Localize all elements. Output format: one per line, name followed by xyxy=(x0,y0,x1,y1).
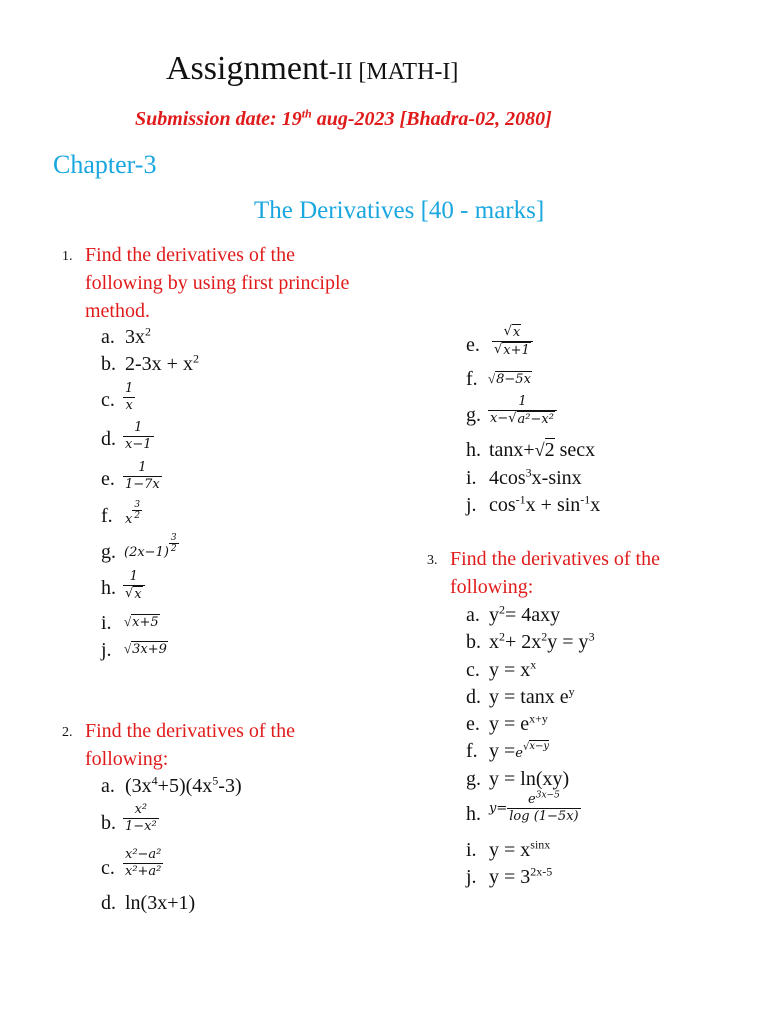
q2-c-label: c. xyxy=(101,857,115,879)
expr-text: 2-3x + x xyxy=(125,353,193,375)
radicand: x+1 xyxy=(503,343,530,358)
exponent-numerator: 3 xyxy=(134,500,141,510)
expr-sup: 3x−5 xyxy=(535,790,560,801)
q1-h-label: h. xyxy=(101,577,116,599)
radical xyxy=(124,641,168,657)
q2-a-label: a. xyxy=(101,775,115,797)
radicand: 2 xyxy=(544,439,555,461)
expr-sup: 2 xyxy=(499,629,505,644)
q1-i2-expr xyxy=(489,467,582,490)
exponent-fraction xyxy=(169,533,179,554)
radical xyxy=(504,324,522,341)
expr-text: y = xyxy=(489,740,516,762)
expr-text: y = e xyxy=(489,713,530,735)
q3-g-label: g. xyxy=(466,768,481,790)
q1-number: 1. xyxy=(62,249,73,264)
fraction-numerator: 1 xyxy=(518,394,527,409)
fraction xyxy=(123,420,154,453)
expr-text: y xyxy=(489,604,499,626)
q1-c-expr xyxy=(123,381,135,414)
q1-d-expr xyxy=(123,420,154,453)
expr-text: -3) xyxy=(218,775,242,797)
expr-sup: 2 xyxy=(192,351,199,366)
q2-b-expr xyxy=(123,802,159,835)
fraction-numerator: 1 xyxy=(129,569,138,584)
q2-text-line: following: xyxy=(85,748,169,770)
expr-sup: sinx xyxy=(530,837,551,852)
q1-f2-label: f. xyxy=(466,368,478,390)
expr-sup: x+y xyxy=(529,711,548,726)
q1-e2-label: e. xyxy=(466,334,480,356)
chapter-heading: Chapter-3 xyxy=(53,150,157,179)
q2-text-line: Find the derivatives of the xyxy=(85,720,295,742)
expr-sup: 3 xyxy=(588,629,595,644)
submission-prefix: Submission date: 19 xyxy=(135,108,302,130)
q2-b-label: b. xyxy=(101,812,116,834)
q3-h-label: h. xyxy=(466,803,481,825)
expr-sup xyxy=(523,740,549,752)
radical xyxy=(494,342,531,359)
assignment-title xyxy=(166,50,458,88)
q1-a-expr xyxy=(125,326,151,349)
q1-f2-expr xyxy=(488,370,532,388)
exponent-denominator: 2 xyxy=(134,511,141,521)
fraction-denominator: x xyxy=(125,398,133,413)
q1-f-label: f. xyxy=(101,505,113,527)
q3-b-expr xyxy=(489,631,595,654)
fraction-denominator xyxy=(488,410,557,428)
radical-sign: √ xyxy=(125,586,134,601)
q1-j2-label: j. xyxy=(466,494,477,516)
q1-a-label: a. xyxy=(101,326,115,348)
power-base: x xyxy=(125,512,133,527)
q1-e2-expr xyxy=(492,324,533,359)
q1-i2-label: i. xyxy=(466,467,477,489)
radical-sign: √ xyxy=(494,342,503,357)
expr-text: x-sinx xyxy=(531,467,582,489)
q2-c-expr xyxy=(123,847,163,880)
expr-text: y = y xyxy=(547,631,589,653)
fraction-denominator: x²+a² xyxy=(125,864,162,879)
q3-e-expr xyxy=(489,713,548,736)
q1-g-expr xyxy=(124,533,179,561)
q1-c-label: c. xyxy=(101,389,115,411)
q3-f-label: f. xyxy=(466,740,478,762)
q3-a-label: a. xyxy=(466,604,480,626)
q3-j-label: j. xyxy=(466,866,477,888)
q1-b-expr xyxy=(125,353,199,376)
expr-sup: -1 xyxy=(515,492,526,507)
fraction-denominator xyxy=(123,585,145,603)
q1-i-label: i. xyxy=(101,612,112,634)
expr-text: = 4axy xyxy=(505,604,561,626)
expr-text: 3x xyxy=(125,326,145,348)
radicand: 3x+9 xyxy=(132,642,167,657)
q3-b-label: b. xyxy=(466,631,481,653)
fraction-numerator xyxy=(502,324,524,341)
fraction xyxy=(123,460,162,493)
fraction xyxy=(492,324,533,359)
expr-text: (3x xyxy=(125,775,152,797)
submission-date xyxy=(135,108,552,131)
q3-j-expr xyxy=(489,866,552,889)
expr-text: x + sin xyxy=(525,494,581,516)
fraction xyxy=(507,792,580,825)
exponent-denominator: 2 xyxy=(170,544,177,554)
expr-sup: 2 xyxy=(541,629,548,644)
fraction-numerator: 1 xyxy=(138,460,147,475)
q1-g2-expr xyxy=(488,394,557,428)
fraction-numerator: 1 xyxy=(125,381,134,396)
q3-f-expr xyxy=(489,740,549,763)
fraction xyxy=(123,569,145,603)
expr-sup: y xyxy=(568,684,575,699)
q1-j-expr xyxy=(124,640,168,658)
radical-sign: √ xyxy=(522,741,530,753)
q3-text-line: Find the derivatives of the xyxy=(450,548,660,570)
expr-sup: 4 xyxy=(151,773,158,788)
radicand: x+5 xyxy=(132,615,159,630)
radical xyxy=(488,371,532,387)
q1-e-label: e. xyxy=(101,468,115,490)
expr-text: +5)(4x xyxy=(157,775,213,797)
submission-suffix: aug-2023 [Bhadra-02, 2080] xyxy=(311,108,552,130)
power-base: e xyxy=(528,792,536,807)
fraction-denominator: log (1−5x) xyxy=(509,809,579,824)
q2-a-expr xyxy=(125,775,242,798)
fraction-denominator: 1−7x xyxy=(125,477,160,492)
radical xyxy=(508,411,555,428)
q3-h-expr xyxy=(489,792,581,825)
q1-text-line: following by using first principle xyxy=(85,272,350,294)
q3-c-label: c. xyxy=(466,659,480,681)
power-base: (2x−1) xyxy=(124,545,169,560)
fraction-denominator: x−1 xyxy=(125,437,152,452)
q2-d-label: d. xyxy=(101,892,116,914)
expr-text: tanx+ xyxy=(489,439,535,461)
fraction-denominator xyxy=(492,341,533,359)
q3-e-label: e. xyxy=(466,713,480,735)
expr-text: y = tanx e xyxy=(489,686,569,708)
q1-text-line: method. xyxy=(85,300,150,322)
q1-f-expr xyxy=(125,500,142,528)
title-main: Assignment xyxy=(166,50,329,87)
q2-d-expr: ln(3x+1) xyxy=(125,892,196,914)
fraction-numerator: 1 xyxy=(134,420,143,435)
expr-text: x xyxy=(590,494,601,516)
q2-number: 2. xyxy=(62,725,73,740)
fraction-numerator: x² xyxy=(134,802,148,817)
expr-text: cos xyxy=(489,494,516,516)
expr-text: secx xyxy=(554,439,596,461)
expr-sup: 2 xyxy=(499,602,505,617)
expr-text: y = x xyxy=(489,659,531,681)
section-heading: The Derivatives [40 - marks] xyxy=(254,197,545,224)
fraction-numerator xyxy=(526,792,562,808)
expr-sup: 3 xyxy=(525,465,532,480)
q3-c-expr xyxy=(489,659,536,682)
exponent-fraction xyxy=(132,500,142,521)
denominator-prefix: x− xyxy=(490,411,509,426)
radical-sign: √ xyxy=(534,440,545,460)
q3-i-label: i. xyxy=(466,839,477,861)
q3-number: 3. xyxy=(427,553,438,568)
expr-text: + 2x xyxy=(505,631,542,653)
radicand: x−y xyxy=(529,741,550,753)
title-sub: -II [MATH-I] xyxy=(328,59,459,85)
q3-g-expr: y = ln(xy) xyxy=(489,768,570,790)
q2-text xyxy=(85,717,385,773)
radical-sign: √ xyxy=(124,641,132,656)
q1-h2-label: h. xyxy=(466,439,481,461)
fraction xyxy=(123,381,135,414)
expr-text: y = x xyxy=(489,839,531,861)
expr-sup: 2x-5 xyxy=(530,864,553,879)
expr-text: 4cos xyxy=(489,467,526,489)
fraction-denominator: 1−x² xyxy=(125,819,157,834)
q3-text-line: following: xyxy=(450,576,534,598)
q3-i-expr xyxy=(489,839,550,862)
q1-e-expr xyxy=(123,460,162,493)
q1-j2-expr xyxy=(489,494,600,517)
fraction xyxy=(123,802,159,835)
fraction-numerator: x²−a² xyxy=(125,847,162,862)
radicand: x xyxy=(512,325,521,340)
q1-b-label: b. xyxy=(101,353,116,375)
q1-g2-label: g. xyxy=(466,404,481,426)
radical-sign: √ xyxy=(508,411,517,426)
q3-text xyxy=(450,545,750,601)
fraction xyxy=(488,394,557,428)
q3-d-label: d. xyxy=(466,686,481,708)
radical xyxy=(124,614,160,630)
radicand: x xyxy=(134,587,142,602)
exponent-numerator: 3 xyxy=(170,533,177,543)
q3-a-expr xyxy=(489,604,560,627)
expr-lhs: y= xyxy=(489,801,508,816)
q1-text xyxy=(85,241,385,325)
radicand: 8−5x xyxy=(496,372,531,387)
radical-sign: √ xyxy=(503,324,512,339)
q1-i-expr xyxy=(124,613,160,631)
q1-g-label: g. xyxy=(101,541,116,563)
q1-d-label: d. xyxy=(101,428,116,450)
q1-text-line: Find the derivatives of the xyxy=(85,244,295,266)
expr-sup: 2 xyxy=(145,324,151,339)
power-base: e xyxy=(515,746,523,761)
q1-h2-expr xyxy=(489,439,595,462)
q1-h-expr xyxy=(123,569,145,603)
expr-sup: 5 xyxy=(212,773,219,788)
expr-text: x xyxy=(489,631,499,653)
expr-sup: x xyxy=(530,657,537,672)
radical-sign: √ xyxy=(124,614,132,629)
expr-sup: -1 xyxy=(580,492,591,507)
q1-j-label: j. xyxy=(101,639,112,661)
radicand: a²−x² xyxy=(517,412,554,427)
submission-sup: th xyxy=(301,106,312,121)
fraction xyxy=(123,847,163,880)
radical-sign: √ xyxy=(488,371,496,386)
expr-text: y = 3 xyxy=(489,866,531,888)
q3-d-expr xyxy=(489,686,575,709)
radical xyxy=(125,586,143,603)
